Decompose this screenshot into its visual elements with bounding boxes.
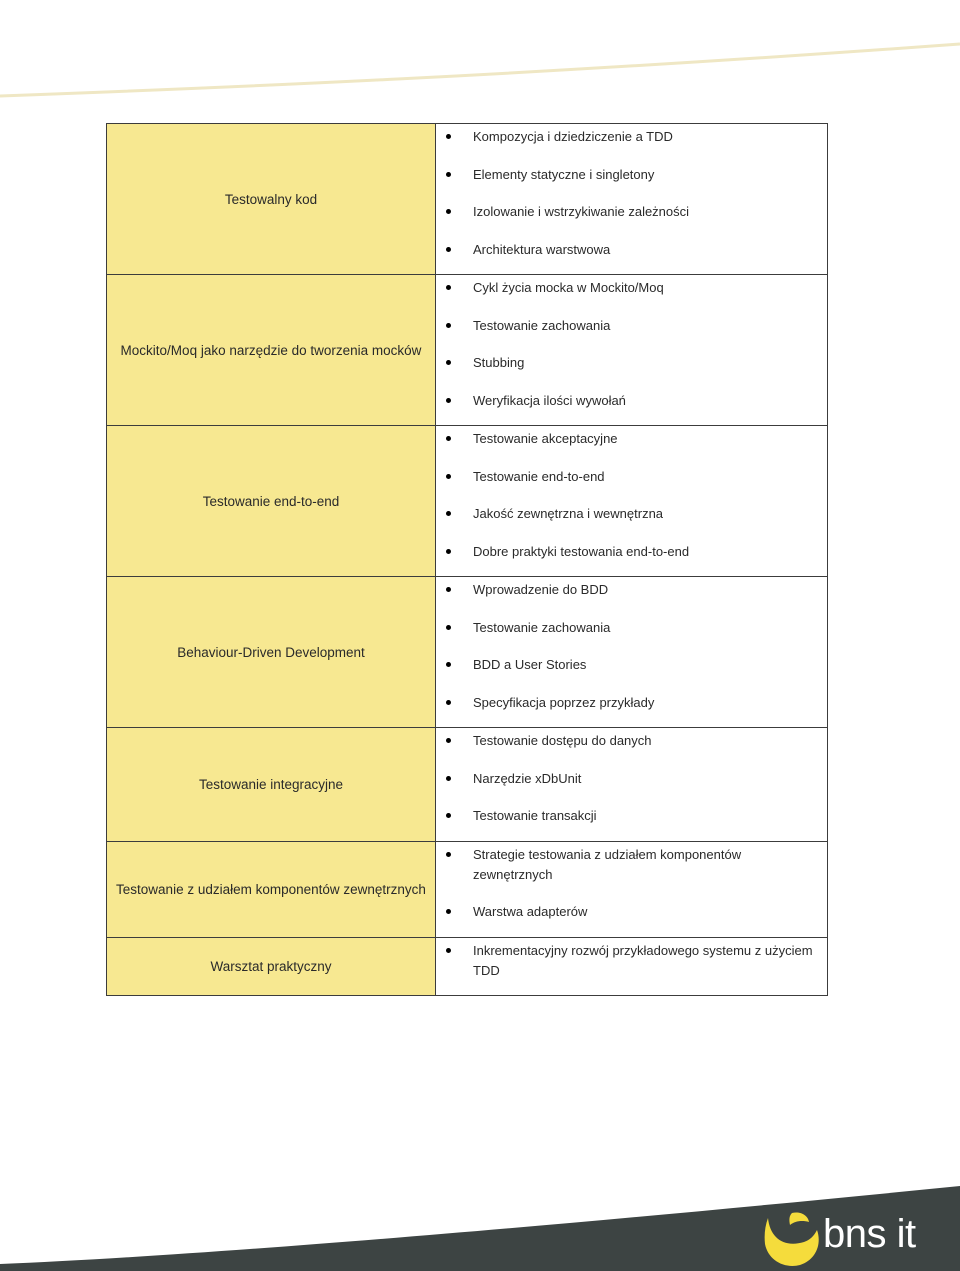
bullet-icon	[446, 662, 451, 667]
list-item: Architektura warstwowa	[436, 237, 827, 275]
bullet-icon	[446, 474, 451, 479]
items-cell	[436, 577, 828, 728]
list-item: Dobre praktyki testowania end-to-end	[436, 539, 827, 577]
bullet-icon	[446, 285, 451, 290]
items-cell	[436, 124, 828, 275]
topic-cell: Testowanie end-to-end	[107, 426, 436, 577]
bullet-icon	[446, 360, 451, 365]
bullet-icon	[446, 209, 451, 214]
list-item: Testowanie akceptacyjne	[436, 426, 827, 464]
items-cell	[436, 937, 828, 995]
topic-cell: Testowanie integracyjne	[107, 728, 436, 842]
bullet-icon	[446, 738, 451, 743]
list-item: Elementy statyczne i singletony	[436, 162, 827, 200]
items-cell	[436, 841, 828, 937]
list-item: Testowanie transakcji	[436, 803, 827, 841]
topic-cell: Testowalny kod	[107, 124, 436, 275]
topic-cell: Behaviour-Driven Development	[107, 577, 436, 728]
curriculum-table	[106, 123, 828, 996]
list-item: Stubbing	[436, 350, 827, 388]
list-item: Kompozycja i dziedziczenie a TDD	[436, 124, 827, 162]
list-item: Strategie testowania z udziałem komponentów zewnętrznych	[436, 842, 827, 899]
bns-logo-icon	[762, 1208, 824, 1268]
bullet-icon	[446, 587, 451, 592]
list-item: Testowanie zachowania	[436, 313, 827, 351]
bullet-icon	[446, 436, 451, 441]
bullet-icon	[446, 813, 451, 818]
bullet-icon	[446, 549, 451, 554]
topic-cell: Testowanie z udziałem komponentów zewnętrznych	[107, 841, 436, 937]
bullet-icon	[446, 776, 451, 781]
list-item: Jakość zewnętrzna i wewnętrzna	[436, 501, 827, 539]
list-item: Weryfikacja ilości wywołań	[436, 388, 827, 426]
topic-cell: Mockito/Moq jako narzędzie do tworzenia mocków	[107, 275, 436, 426]
list-item: Testowanie end-to-end	[436, 464, 827, 502]
table-row	[107, 426, 828, 577]
list-item: Testowanie zachowania	[436, 615, 827, 653]
bullet-icon	[446, 948, 451, 953]
list-item: Testowanie dostępu do danych	[436, 728, 827, 766]
list-item: Warstwa adapterów	[436, 899, 827, 937]
list-item: Wprowadzenie do BDD	[436, 577, 827, 615]
list-item: Narzędzie xDbUnit	[436, 766, 827, 804]
items-cell	[436, 426, 828, 577]
items-cell	[436, 275, 828, 426]
logo-text: bns it	[823, 1212, 916, 1256]
bullet-icon	[446, 852, 451, 857]
bullet-icon	[446, 511, 451, 516]
items-cell	[436, 728, 828, 842]
bullet-icon	[446, 700, 451, 705]
table-row	[107, 124, 828, 275]
table-row	[107, 728, 828, 842]
list-item: Cykl życia mocka w Mockito/Moq	[436, 275, 827, 313]
table-row	[107, 577, 828, 728]
list-item: BDD a User Stories	[436, 652, 827, 690]
bullet-icon	[446, 323, 451, 328]
bullet-icon	[446, 134, 451, 139]
table-row	[107, 841, 828, 937]
bullet-icon	[446, 909, 451, 914]
bullet-icon	[446, 247, 451, 252]
bullet-icon	[446, 172, 451, 177]
table-row	[107, 275, 828, 426]
topic-cell: Warsztat praktyczny	[107, 937, 436, 995]
list-item: Izolowanie i wstrzykiwanie zależności	[436, 199, 827, 237]
bullet-icon	[446, 625, 451, 630]
bullet-icon	[446, 398, 451, 403]
top-decorative-wave	[0, 0, 960, 110]
list-item: Inkrementacyjny rozwój przykładowego systemu z użyciem TDD	[436, 938, 827, 995]
list-item: Specyfikacja poprzez przykłady	[436, 690, 827, 728]
table-row	[107, 937, 828, 995]
